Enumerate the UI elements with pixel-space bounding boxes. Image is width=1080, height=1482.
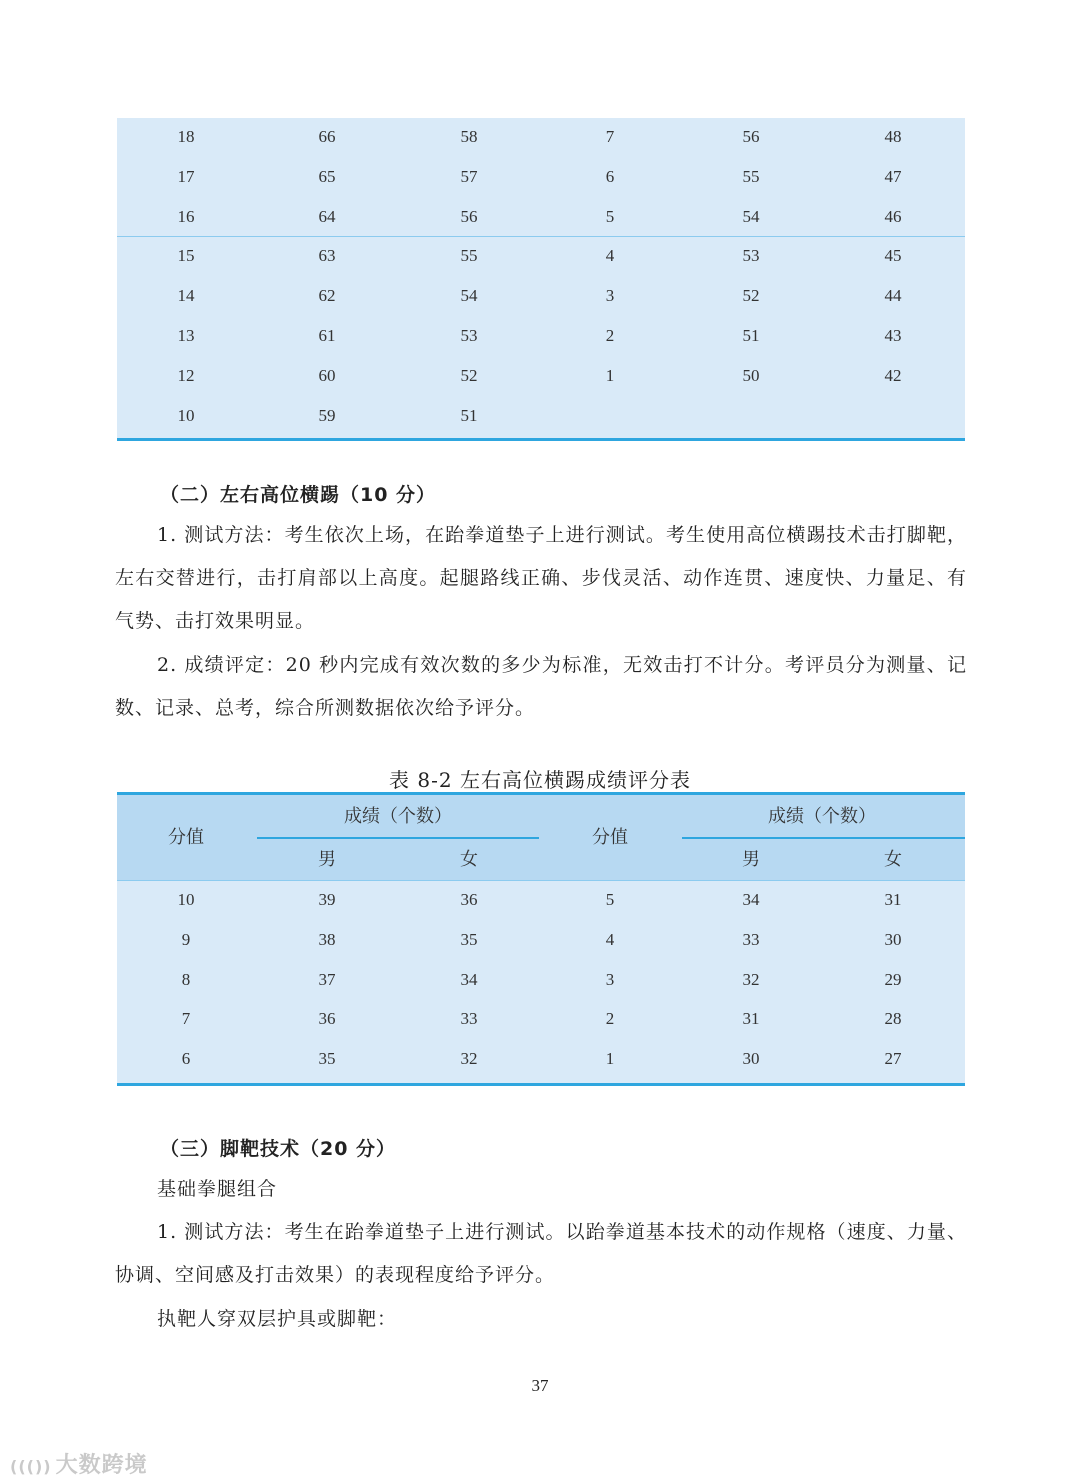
- header-score-left: 分值: [168, 827, 204, 848]
- header-female-right: 女: [884, 849, 902, 870]
- table-cell: 56: [460, 206, 478, 226]
- table-cell: 32: [742, 969, 760, 989]
- table-cell: 3: [605, 286, 615, 306]
- test-method-paragraph-2: 1. 测试方法：考生在跆拳道垫子上进行测试。以跆拳道基本技术的动作规格（速度、力量、协调、空间感及打击效果）的表现程度给予评分。: [115, 1221, 967, 1286]
- table-cell: 3: [605, 969, 615, 989]
- table-cell: 38: [318, 929, 336, 949]
- watermark-logo: ((()): [10, 1457, 52, 1476]
- table-cell: 57: [460, 166, 478, 186]
- table-cell: 2: [605, 1009, 615, 1029]
- table-cell: 50: [742, 365, 760, 385]
- table-cell: 2: [605, 326, 615, 345]
- table-cell: 4: [605, 929, 615, 949]
- table-cell: 29: [884, 969, 902, 989]
- table-cell: 54: [460, 286, 478, 306]
- table-cell: 53: [460, 326, 478, 345]
- table-cell: 56: [742, 127, 760, 146]
- table-cell: 14: [177, 286, 195, 306]
- header-score-right: 分值: [592, 827, 628, 848]
- table-cell: 48: [884, 127, 902, 146]
- table-cell: 30: [742, 1049, 760, 1069]
- section-heading-high-roundhouse: （二）左右高位横踢（10 分）: [160, 484, 437, 506]
- table-cell: 10: [177, 405, 195, 425]
- table-cell: 30: [884, 929, 902, 949]
- table-cell: 51: [742, 326, 760, 345]
- header-divider: [117, 880, 965, 881]
- score-table-8-1-continued: [117, 118, 965, 441]
- table-cell: 8: [181, 969, 191, 989]
- table-cell: 5: [605, 206, 615, 226]
- table-cell: 36: [318, 1009, 336, 1029]
- table-cell: 4: [605, 246, 615, 266]
- table-cell: 52: [460, 365, 478, 385]
- table-cell: 28: [884, 1009, 902, 1029]
- table-cell: 60: [318, 365, 336, 385]
- table-cell: 51: [460, 405, 478, 425]
- table-cell: 36: [460, 890, 478, 909]
- table-cell: 42: [884, 365, 902, 385]
- scoring-paragraph: 2. 成绩评定：20 秒内完成有效次数的多少为标准，无效击打不计分。考评员分为测量、记数、记录、总考，综合所测数据依次给予评分。: [115, 654, 967, 719]
- table-cell: 32: [460, 1049, 478, 1069]
- table-cell: 52: [742, 286, 760, 306]
- table-cell: 66: [318, 127, 336, 146]
- table-cell: 7: [181, 1009, 191, 1029]
- watermark: [10, 1448, 148, 1479]
- section-heading-foot-target: （三）脚靶技术（20 分）: [160, 1138, 397, 1160]
- table-cell: 58: [460, 127, 478, 146]
- target-holder-note: 执靶人穿双层护具或脚靶：: [157, 1308, 398, 1330]
- header-male-left: 男: [318, 849, 336, 870]
- table-cell: 47: [884, 166, 902, 186]
- table-cell: 46: [884, 206, 902, 226]
- table-cell: 64: [318, 206, 336, 226]
- section-subtitle: 基础拳腿组合: [157, 1178, 278, 1200]
- table-cell: 59: [318, 405, 336, 425]
- table-cell: 37: [318, 969, 336, 989]
- table-cell: 1: [605, 1049, 615, 1069]
- header-male-right: 男: [742, 849, 760, 870]
- table-cell: 6: [181, 1049, 191, 1069]
- table-cell: 9: [181, 929, 191, 949]
- table-cell: 12: [177, 365, 195, 385]
- table-cell: 7: [605, 127, 615, 146]
- table-cell: 33: [742, 929, 760, 949]
- header-group-rule: [682, 837, 965, 839]
- table-cell: 43: [884, 326, 902, 345]
- table-cell: 27: [884, 1049, 902, 1069]
- header-group-left: 成绩（个数）: [344, 806, 452, 827]
- header-group-right: 成绩（个数）: [768, 806, 876, 827]
- table-cell: 31: [884, 890, 902, 909]
- table-divider: [117, 236, 965, 237]
- table-cell: 13: [177, 326, 195, 345]
- table-cell: 35: [318, 1049, 336, 1069]
- table-cell: 1: [605, 365, 615, 385]
- table-cell: 6: [605, 166, 615, 186]
- table-cell: 39: [318, 890, 336, 909]
- table-cell: 55: [742, 166, 760, 186]
- table-cell: 34: [742, 890, 760, 909]
- table-cell: 15: [177, 246, 195, 266]
- table-cell: 55: [460, 246, 478, 266]
- table-cell: 62: [318, 286, 336, 306]
- table-cell: 35: [460, 929, 478, 949]
- table-cell: 45: [884, 246, 902, 266]
- table-cell: 44: [884, 286, 902, 306]
- table-cell: 31: [742, 1009, 760, 1029]
- table-cell: 65: [318, 166, 336, 186]
- table-cell: 10: [177, 890, 195, 909]
- table-cell: 63: [318, 246, 336, 266]
- table-cell: 53: [742, 246, 760, 266]
- table-cell: 18: [177, 127, 195, 146]
- table-caption: 表 8-2 左右高位横踢成绩评分表: [389, 768, 691, 792]
- table-cell: 5: [605, 890, 615, 909]
- header-female-left: 女: [460, 849, 478, 870]
- table-cell: 17: [177, 166, 195, 186]
- table-cell: 34: [460, 969, 478, 989]
- table-cell: 61: [318, 326, 336, 345]
- header-group-rule: [257, 837, 539, 839]
- page-number: 37: [531, 1376, 549, 1395]
- score-table-8-2: [117, 792, 965, 1086]
- table-cell: 16: [177, 206, 195, 226]
- table-cell: 33: [460, 1009, 478, 1029]
- table-cell: 54: [742, 206, 760, 226]
- test-method-paragraph: 1. 测试方法：考生依次上场，在跆拳道垫子上进行测试。考生使用高位横踢技术击打脚靶，左右交替进行，击打肩部以上高度。起腿路线正确、步伐灵活、动作连贯、速度快、力量足、有气势、击打效果明显。: [115, 524, 967, 632]
- watermark-text: 大数跨境: [55, 1453, 148, 1478]
